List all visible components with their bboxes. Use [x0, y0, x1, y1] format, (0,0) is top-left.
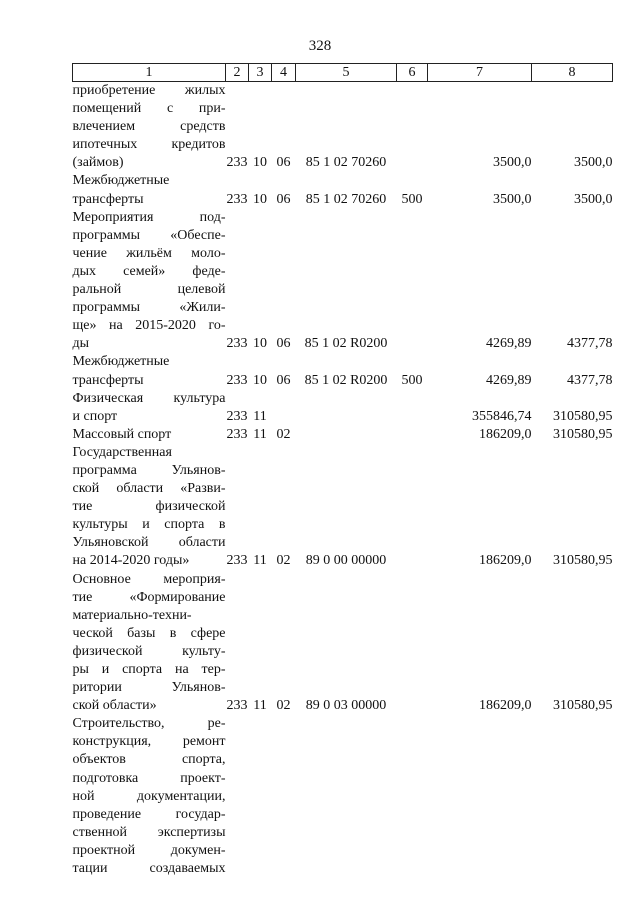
name-line: ской области «Разви- [72, 481, 226, 497]
name-line: Массовый спорт [72, 426, 172, 442]
table-body [73, 82, 613, 879]
cell-subsection: 02 [276, 698, 291, 714]
cell-section: 11 [253, 426, 267, 442]
cell-target-article: 89 0 03 00000 [305, 698, 387, 714]
cell-grbs: 233 [226, 698, 248, 714]
cell-subsection: 06 [276, 336, 291, 352]
cell-target-article [296, 390, 397, 426]
name-line: объектов спорта, [72, 752, 226, 768]
table-row [73, 172, 613, 208]
cell-target-article [296, 426, 397, 444]
name-line: чение жильём моло- [72, 245, 226, 261]
cell-item-name [73, 444, 226, 571]
name-line: Межбюджетные [72, 173, 170, 189]
name-line: влечением средств [72, 119, 226, 135]
name-line: Межбюджетные [72, 354, 170, 370]
name-line: программа Ульянов- [72, 462, 226, 478]
cell-subsection: 06 [276, 155, 291, 171]
name-line: Физическая культура [72, 390, 226, 406]
name-line: подготовка проект- [72, 770, 226, 786]
cell-item-name [73, 172, 226, 208]
name-line: материально-техни- [72, 607, 192, 623]
name-line: Государственная [72, 444, 172, 460]
column-header: 6 [397, 64, 428, 82]
name-line: помещений с при- [72, 101, 226, 117]
name-line: Основное мероприя- [72, 571, 226, 587]
name-line: физической культу- [72, 643, 226, 659]
name-line: на 2014-2020 годы» [72, 553, 190, 569]
cell-amount-2019: 186209,0 [479, 553, 532, 569]
column-header: 8 [532, 64, 613, 82]
cell-expense-type: 500 [401, 372, 423, 388]
cell-amount-2019: 355846,74 [472, 408, 532, 424]
cell-amount-2020: 4377,78 [567, 372, 613, 388]
name-line: ще» на 2015-2020 го- [72, 318, 226, 334]
name-line: проведение государ- [72, 806, 226, 822]
name-line: программы «Обеспе- [72, 227, 226, 243]
cell-item-name [73, 426, 226, 444]
cell-expense-type [397, 209, 428, 354]
column-header: 5 [296, 64, 397, 82]
name-line: ральной целевой [72, 282, 226, 298]
name-line: и спорт [72, 408, 118, 424]
table-row [73, 444, 613, 571]
cell-item-name [73, 390, 226, 426]
column-header: 3 [249, 64, 272, 82]
cell-item-name [73, 82, 226, 173]
cell-section: 11 [253, 408, 267, 424]
cell-item-name [73, 209, 226, 354]
cell-grbs: 233 [226, 553, 248, 569]
name-line: Строительство, ре- [72, 716, 226, 732]
cell-amount-2019: 186209,0 [479, 426, 532, 442]
cell-subsection [272, 390, 296, 426]
cell-grbs: 233 [226, 336, 248, 352]
name-line: ды [72, 336, 90, 352]
cell-expense-type [397, 715, 428, 878]
cell-target-article: 85 1 02 70260 [305, 155, 387, 171]
column-header: 1 [73, 64, 226, 82]
table-row [73, 571, 613, 716]
name-line: программы «Жили- [72, 300, 226, 316]
cell-target-article: 85 1 02 R0200 [304, 372, 388, 388]
name-line: конструкция, ремонт [72, 734, 226, 750]
name-line: тации создаваемых [72, 861, 226, 877]
table-row [73, 426, 613, 444]
cell-section: 11 [253, 553, 267, 569]
cell-amount-2020: 310580,95 [553, 408, 613, 424]
name-line: ной документации, [72, 788, 226, 804]
name-line: Ульяновской области [72, 535, 226, 551]
name-line: ры и спорта на тер- [72, 662, 226, 677]
budget-table [72, 63, 613, 878]
cell-subsection: 06 [276, 372, 291, 388]
cell-subsection [272, 715, 296, 878]
cell-target-article: 89 0 00 00000 [305, 553, 387, 569]
cell-section: 10 [253, 336, 267, 352]
table-row [73, 353, 613, 389]
cell-target-article: 85 1 02 R0200 [304, 336, 388, 352]
page-number: 328 [308, 38, 332, 54]
cell-section: 11 [253, 698, 267, 714]
cell-expense-type [397, 426, 428, 444]
cell-grbs: 233 [226, 191, 248, 207]
cell-amount-2020: 310580,95 [553, 698, 613, 714]
cell-section [249, 715, 272, 878]
cell-amount-2019: 4269,89 [486, 372, 532, 388]
cell-amount-2019: 4269,89 [486, 336, 532, 352]
name-line: культуры и спорта в [72, 517, 226, 533]
name-line: ческой базы в сфере [72, 625, 226, 641]
name-line: приобретение жилых [72, 83, 226, 98]
cell-expense-type [397, 444, 428, 571]
name-line: тие «Формирование [72, 589, 226, 605]
cell-item-name [73, 571, 226, 716]
cell-grbs: 233 [226, 372, 248, 388]
cell-section: 10 [253, 155, 267, 171]
cell-expense-type: 500 [401, 191, 423, 207]
column-header-row [73, 64, 613, 82]
name-line: дых семей» феде- [72, 263, 226, 279]
cell-expense-type [397, 571, 428, 716]
cell-item-name [73, 715, 226, 878]
name-line: ственной экспертизы [72, 824, 226, 840]
cell-amount-2019: 3500,0 [493, 191, 532, 207]
column-header: 2 [226, 64, 249, 82]
cell-section: 10 [253, 191, 267, 207]
cell-amount-2020: 310580,95 [553, 553, 613, 569]
cell-target-article: 85 1 02 70260 [305, 191, 387, 207]
cell-amount-2019: 3500,0 [493, 155, 532, 171]
cell-amount-2020: 310580,95 [553, 426, 613, 442]
cell-grbs: 233 [226, 408, 248, 424]
cell-grbs: 233 [226, 426, 248, 442]
name-line: тие физической [72, 499, 226, 515]
name-line: ритории Ульянов- [72, 680, 226, 696]
cell-subsection: 02 [276, 553, 291, 569]
cell-amount-2020: 3500,0 [574, 191, 613, 207]
table-row [73, 715, 613, 878]
name-line: трансферты [72, 372, 144, 388]
cell-amount-2019 [428, 715, 532, 878]
name-line: трансферты [72, 191, 144, 207]
name-line: Мероприятия под- [72, 209, 226, 225]
cell-expense-type [397, 390, 428, 426]
table-row [73, 82, 613, 173]
cell-subsection: 06 [276, 191, 291, 207]
cell-grbs [226, 715, 249, 878]
name-line: ской области» [72, 698, 157, 714]
cell-subsection: 02 [276, 426, 291, 442]
cell-amount-2019: 186209,0 [479, 698, 532, 714]
cell-target-article [296, 715, 397, 878]
name-line: проектной докумен- [72, 842, 226, 858]
column-header: 7 [428, 64, 532, 82]
name-line: ипотечных кредитов [72, 137, 226, 153]
cell-amount-2020 [532, 715, 613, 878]
table-row [73, 209, 613, 354]
cell-expense-type [397, 82, 428, 173]
name-line: (займов) [72, 155, 124, 171]
table-row [73, 390, 613, 426]
cell-item-name [73, 353, 226, 389]
column-header: 4 [272, 64, 296, 82]
cell-grbs: 233 [226, 155, 248, 171]
cell-amount-2020: 3500,0 [574, 155, 613, 171]
cell-amount-2020: 4377,78 [567, 336, 613, 352]
cell-section: 10 [253, 372, 267, 388]
